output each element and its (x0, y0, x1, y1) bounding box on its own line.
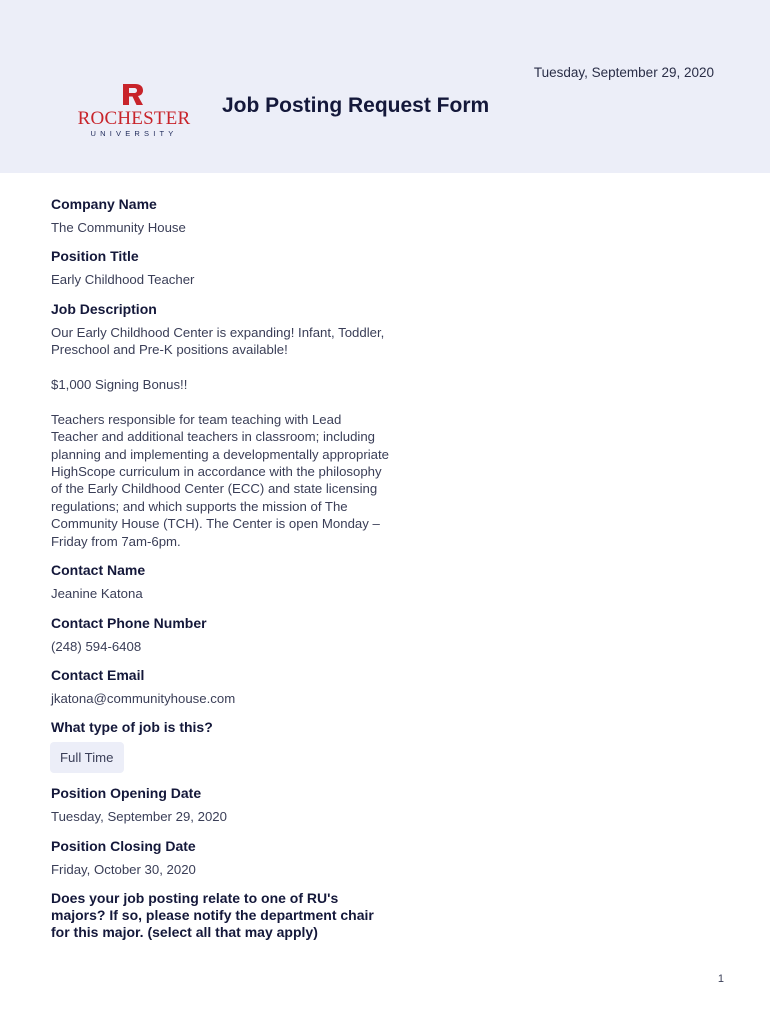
job-type-chip: Full Time (50, 742, 124, 773)
position-title-value: Early Childhood Teacher (51, 272, 195, 288)
form-date: Tuesday, September 29, 2020 (533, 65, 714, 80)
majors-question-label: Does your job posting relate to one of RU's majors? If so, please notify the department chair for this major. (select all that may apply) (51, 890, 374, 941)
form-fields (51, 196, 391, 947)
logo-mark-icon (122, 84, 146, 106)
position-title-label: Position Title (51, 248, 139, 265)
closing-date-label: Position Closing Date (51, 837, 196, 854)
company-name-label: Company Name (51, 196, 157, 212)
job-description-label: Job Description (51, 300, 157, 317)
page-number: 1 (717, 973, 724, 985)
job-type-label: What type of job is this? (51, 719, 213, 736)
contact-name-value: Jeanine Katona (51, 586, 143, 602)
contact-email-label: Contact Email (51, 666, 145, 683)
rochester-university-logo (76, 84, 192, 140)
contact-name-label: Contact Name (51, 562, 146, 579)
contact-email-value: jkatona@communityhouse.com (51, 690, 236, 706)
page-title: Job Posting Request Form (222, 94, 490, 117)
job-description-value: Our Early Childhood Center is expanding! Infant, Toddler, Preschool and Pre-K positions available! $1,000 Signing Bonus!! Teachers responsible for team teaching with Lead Teacher and additional teachers in classroom; including planning and implementing a developmentally appropriate HighScope curriculum in accordance with the philosophy of the Early Childhood Center (ECC) and state licensing regulations; and which supports the mission of The Community House (TCH). The Center is open Monday – Friday from 7am-6pm. (51, 324, 389, 549)
company-name-value: The Community House (51, 220, 186, 235)
header-banner (0, 0, 770, 173)
logo-wordmark: ROCHESTER (77, 108, 191, 129)
opening-date-value: Tuesday, September 29, 2020 (51, 809, 227, 825)
logo-subtitle: UNIVERSITY (90, 129, 178, 138)
contact-phone-label: Contact Phone Number (51, 614, 207, 631)
contact-phone-value: (248) 594-6408 (51, 638, 142, 654)
opening-date-label: Position Opening Date (51, 785, 202, 802)
closing-date-value: Friday, October 30, 2020 (51, 861, 196, 877)
